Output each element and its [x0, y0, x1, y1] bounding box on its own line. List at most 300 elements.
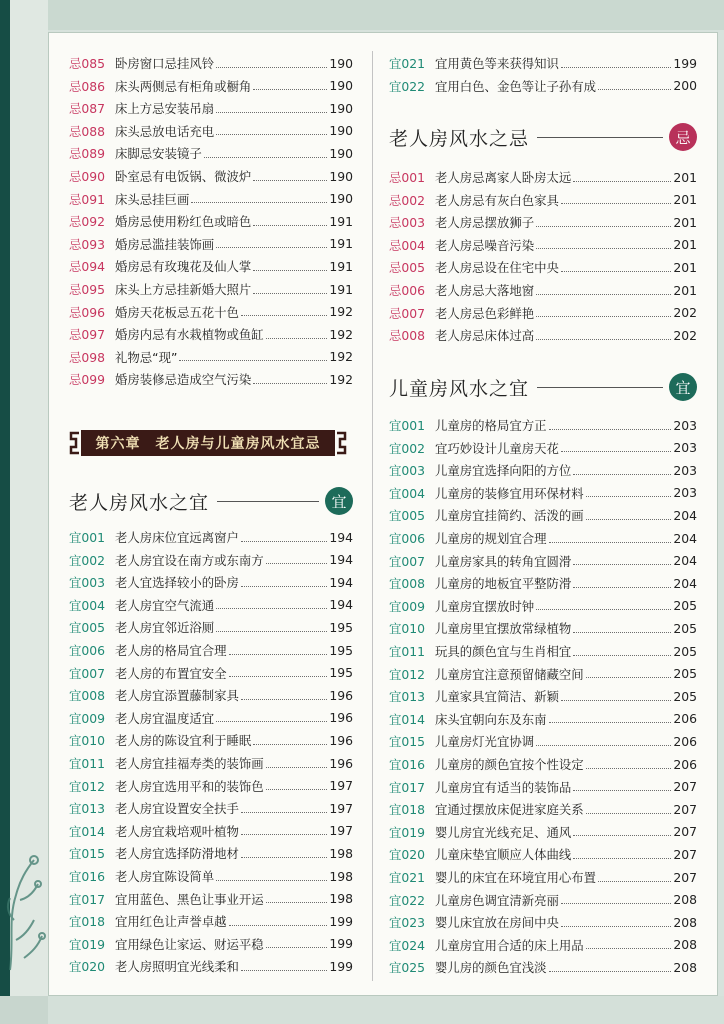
entry-code: 宜011	[69, 756, 106, 771]
entry-code: 忌004	[389, 237, 426, 253]
entry-code: 宜008	[69, 688, 106, 704]
entry-code: 宜012	[389, 666, 426, 682]
entry-code: 忌091	[69, 191, 106, 207]
entry-page-number: 205	[673, 598, 697, 614]
entry-title: 老人房宜选用平和的装饰色	[115, 778, 264, 794]
entry-page-number: 207	[673, 846, 697, 862]
toc-entry[interactable]	[389, 483, 697, 503]
dot-leader	[598, 881, 671, 882]
entry-page-number: 202	[673, 327, 697, 343]
entry-title: 儿童房宜挂简约、活泼的画	[435, 508, 584, 524]
entry-page-number: 190	[329, 123, 353, 139]
entry-page-number: 205	[673, 688, 697, 704]
toc-entry[interactable]	[389, 867, 697, 887]
toc-entry[interactable]	[389, 754, 697, 774]
entry-title: 玩具的颜色宜与生肖相宜	[435, 644, 572, 659]
entry-code: 忌090	[69, 169, 106, 184]
entry-title: 婴儿房宜光线充足、通风	[435, 824, 572, 840]
entry-title: 婚房忌使用粉红色或暗色	[115, 214, 252, 230]
toc-entry[interactable]	[389, 912, 697, 932]
toc-entry[interactable]	[69, 843, 353, 863]
entry-code: 忌002	[389, 192, 426, 208]
entry-page-number: 206	[673, 711, 697, 727]
entry-page-number: 207	[673, 824, 697, 840]
dot-leader	[573, 835, 671, 836]
entry-code: 宜001	[389, 418, 426, 433]
toc-entry[interactable]	[389, 438, 697, 458]
dot-leader	[216, 247, 327, 248]
toc-entry[interactable]	[389, 709, 697, 729]
entry-page-number: 201	[673, 259, 697, 275]
entry-code: 宜011	[389, 644, 426, 659]
dot-leader	[266, 767, 328, 768]
entry-page-number: 190	[329, 55, 353, 71]
toc-entry[interactable]	[389, 731, 697, 751]
entry-page-number: 197	[329, 800, 353, 816]
toc-entry[interactable]	[389, 551, 697, 571]
toc-entry[interactable]	[389, 235, 697, 255]
dot-leader	[216, 112, 327, 113]
toc-entry[interactable]	[389, 844, 697, 864]
entry-title: 老人房宜设在南方或东南方	[115, 552, 264, 568]
entry-page-number: 195	[329, 665, 353, 681]
toc-entry[interactable]	[389, 799, 697, 819]
entry-title: 儿童房的颜色宜按个性设定	[435, 757, 584, 772]
entry-page-number: 190	[329, 191, 353, 207]
toc-entry[interactable]	[389, 528, 697, 548]
dot-leader	[253, 293, 327, 294]
entry-title: 老人房宜添置藤制家具	[115, 688, 239, 704]
dot-leader	[266, 338, 328, 339]
toc-entry[interactable]	[389, 596, 697, 616]
section-rule	[537, 137, 663, 138]
dot-leader	[253, 744, 327, 745]
dot-leader	[266, 902, 328, 903]
dot-leader	[241, 970, 327, 971]
dot-leader	[586, 813, 672, 814]
toc-entry[interactable]	[69, 730, 353, 750]
toc-entry[interactable]	[69, 302, 353, 322]
entry-title: 儿童房宜摆放时钟	[435, 598, 535, 614]
entry-code: 忌087	[69, 101, 106, 117]
entry-title: 卧房窗口忌挂风铃	[115, 56, 215, 71]
toc-entry[interactable]	[389, 53, 697, 73]
entry-title: 婚房装修忌造成空气污染	[115, 372, 252, 388]
dot-leader	[561, 903, 671, 904]
section-badge: 宜	[669, 373, 697, 401]
section-badge: 宜	[325, 487, 353, 515]
toc-entry[interactable]	[69, 934, 353, 954]
section-rule	[217, 501, 319, 502]
entry-page-number: 208	[673, 937, 697, 953]
entry-page-number: 194	[329, 552, 353, 568]
entry-title: 婚房忌滥挂装饰画	[115, 236, 215, 252]
entry-title: 宜通过摆放床促进家庭关系	[435, 802, 584, 818]
dot-leader	[573, 181, 671, 182]
entry-title: 老人房宜选择防滑地材	[115, 846, 239, 862]
entry-title: 儿童房宜注意预留储藏空间	[435, 666, 584, 682]
toc-entry[interactable]	[69, 821, 353, 841]
entry-code: 宜006	[389, 531, 426, 546]
dot-leader	[229, 654, 328, 655]
section-rule	[537, 387, 663, 388]
dot-leader	[216, 631, 327, 632]
toc-entry[interactable]	[389, 890, 697, 910]
toc-entry[interactable]	[69, 76, 353, 96]
dot-leader	[216, 608, 327, 609]
dot-leader	[598, 89, 671, 90]
section-title: 老人房风水之忌	[389, 127, 530, 150]
toc-entry[interactable]	[389, 573, 697, 593]
entry-page-number: 196	[329, 710, 353, 726]
entry-page-number: 196	[329, 687, 353, 703]
toc-entry[interactable]	[69, 685, 353, 705]
entry-code: 宜017	[69, 891, 106, 907]
toc-entry[interactable]	[69, 121, 353, 141]
section-title: 老人房风水之宜	[69, 491, 210, 514]
entry-page-number: 204	[673, 507, 697, 523]
entry-title: 老人房的陈设宜利于睡眠	[115, 733, 252, 749]
entry-code: 忌001	[389, 170, 426, 185]
entry-code: 宜014	[389, 711, 426, 727]
dot-leader	[573, 632, 671, 633]
entry-code: 宜007	[69, 665, 106, 681]
toc-entry[interactable]	[389, 303, 697, 323]
dot-leader	[549, 971, 672, 972]
entry-code: 宜013	[389, 689, 426, 705]
entry-code: 忌095	[69, 282, 106, 297]
entry-code: 宜016	[389, 757, 426, 772]
dot-leader	[549, 429, 672, 430]
entry-title: 儿童房色调宜清新亮丽	[435, 892, 559, 908]
banner-ornament-left-icon	[67, 431, 81, 455]
entry-code: 忌005	[389, 260, 426, 276]
top-edge	[48, 0, 724, 30]
toc-entry[interactable]	[69, 211, 353, 231]
entry-page-number: 194	[329, 574, 353, 590]
entry-title: 宜用黄色等来获得知识	[435, 56, 559, 71]
toc-entry[interactable]	[69, 98, 353, 118]
toc-entry[interactable]	[69, 595, 353, 615]
entry-code: 宜019	[389, 824, 426, 840]
toc-entry[interactable]	[69, 324, 353, 344]
bottom-band-inner	[48, 996, 724, 1024]
entry-page-number: 199	[329, 936, 353, 952]
entry-title: 宜用绿色让家运、财运平稳	[115, 936, 264, 952]
entry-code: 宜001	[69, 530, 106, 545]
entry-page-number: 204	[673, 575, 697, 591]
entry-code: 宜008	[389, 576, 426, 592]
entry-title: 宜用白色、金色等让子孙有成	[435, 78, 597, 94]
entry-title: 老人房的布置宜安全	[115, 665, 227, 681]
entry-code: 宜003	[69, 575, 106, 591]
entry-code: 宜012	[69, 778, 106, 794]
toc-entry[interactable]	[69, 889, 353, 909]
entry-page-number: 198	[329, 845, 353, 861]
entry-code: 宜022	[389, 892, 426, 908]
entry-title: 床头上方忌挂新婚大照片	[115, 282, 252, 297]
toc-entry[interactable]	[69, 956, 353, 976]
toc-entry[interactable]	[69, 708, 353, 728]
entry-code: 忌098	[69, 349, 106, 365]
entry-code: 宜023	[389, 915, 426, 931]
entry-code: 忌099	[69, 372, 106, 388]
entry-title: 老人房宜陈设简单	[115, 869, 215, 884]
entry-title: 床脚忌安装镜子	[115, 146, 202, 162]
dot-leader	[536, 248, 671, 249]
entry-title: 儿童家具宜简洁、新颖	[435, 689, 559, 705]
entry-title: 老人房忌设在住宅中央	[435, 260, 559, 276]
entry-code: 宜013	[69, 801, 106, 817]
entry-code: 宜010	[389, 621, 426, 637]
entry-code: 忌007	[389, 305, 426, 321]
toc-entry[interactable]	[389, 957, 697, 977]
dot-leader	[179, 360, 327, 361]
dot-leader	[253, 225, 327, 226]
entry-title: 婴儿房的颜色宜浅淡	[435, 960, 547, 976]
dot-leader	[253, 270, 327, 271]
toc-entry[interactable]	[389, 777, 697, 797]
entry-page-number: 205	[673, 643, 697, 659]
toc-entry[interactable]	[69, 640, 353, 660]
entry-code: 宜022	[389, 78, 426, 94]
entry-code: 忌086	[69, 78, 106, 94]
toc-entry[interactable]	[389, 618, 697, 638]
entry-code: 宜009	[389, 598, 426, 614]
entry-page-number: 207	[673, 869, 697, 885]
entry-title: 婴儿的床宜在环境宜用心布置	[435, 870, 597, 885]
entry-page-number: 198	[329, 891, 353, 907]
entry-code: 忌008	[389, 328, 426, 344]
entry-code: 宜010	[69, 733, 106, 749]
dot-leader	[586, 948, 672, 949]
entry-page-number: 194	[329, 597, 353, 613]
entry-page-number: 195	[329, 642, 353, 658]
toc-entry[interactable]	[69, 279, 353, 299]
dot-leader	[573, 474, 671, 475]
toc-entry[interactable]	[389, 641, 697, 661]
dot-leader	[586, 768, 672, 769]
toc-entry[interactable]	[389, 686, 697, 706]
toc-entry[interactable]	[389, 325, 697, 345]
dot-leader	[241, 541, 327, 542]
toc-entry[interactable]	[69, 617, 353, 637]
dot-leader	[573, 790, 671, 791]
entry-title: 婴儿床宜放在房间中央	[435, 915, 559, 931]
dot-leader	[561, 271, 671, 272]
entry-code: 忌085	[69, 56, 106, 71]
entry-title: 床上方忌安装吊扇	[115, 101, 215, 117]
entry-code: 宜005	[389, 508, 426, 524]
toc-entry[interactable]	[69, 776, 353, 796]
dot-leader	[266, 947, 328, 948]
dot-leader	[536, 745, 671, 746]
dot-leader	[229, 676, 328, 677]
toc-entry[interactable]	[69, 347, 353, 367]
plant-ornament-icon	[4, 840, 46, 980]
entry-title: 床头忌挂巨画	[115, 191, 190, 207]
entry-page-number: 201	[673, 169, 697, 185]
toc-entry[interactable]	[389, 257, 697, 277]
entry-page-number: 203	[673, 485, 697, 501]
dot-leader	[216, 67, 327, 68]
entry-code: 宜006	[69, 643, 106, 658]
entry-code: 宜019	[69, 936, 106, 952]
toc-entry[interactable]	[389, 212, 697, 232]
dot-leader	[241, 812, 327, 813]
entry-title: 老人房宜空气流通	[115, 597, 215, 613]
dot-leader	[561, 926, 671, 927]
toc-entry[interactable]	[69, 256, 353, 276]
entry-page-number: 201	[673, 237, 697, 253]
dot-leader	[253, 89, 327, 90]
entry-code: 宜014	[69, 823, 106, 839]
dot-leader	[573, 564, 671, 565]
dot-leader	[253, 383, 327, 384]
entry-title: 礼物忌“现”	[115, 349, 178, 365]
entry-title: 宜用蓝色、黑色让事业开运	[115, 891, 264, 907]
entry-code: 宜018	[69, 914, 106, 930]
entry-title: 老人房宜温度适宜	[115, 710, 215, 726]
toc-entry[interactable]	[69, 911, 353, 931]
dot-leader	[266, 563, 328, 564]
toc-page	[48, 32, 718, 996]
entry-page-number: 203	[673, 417, 697, 433]
entry-page-number: 201	[673, 192, 697, 208]
chapter-title: 第六章 老人房与儿童房风水宜忌	[81, 430, 335, 456]
toc-entry[interactable]	[389, 76, 697, 96]
dot-leader	[241, 857, 327, 858]
toc-entry[interactable]	[69, 798, 353, 818]
dot-leader	[266, 789, 328, 790]
entry-title: 婚房忌有玫瑰花及仙人掌	[115, 259, 252, 275]
dot-leader	[536, 226, 671, 227]
dot-leader	[586, 496, 672, 497]
toc-entry[interactable]	[69, 189, 353, 209]
entry-title: 老人房忌摆放狮子	[435, 215, 535, 231]
toc-entry[interactable]	[69, 550, 353, 570]
dot-leader	[241, 586, 327, 587]
entry-title: 儿童房的规划宜合理	[435, 531, 547, 546]
entry-page-number: 199	[673, 55, 697, 71]
entry-code: 宜004	[389, 485, 426, 501]
entry-title: 卧室忌有电饭锅、微波炉	[115, 169, 252, 184]
entry-page-number: 207	[673, 801, 697, 817]
dot-leader	[241, 699, 327, 700]
banner-ornament-right-icon	[335, 431, 349, 455]
toc-entry[interactable]	[69, 527, 353, 547]
toc-entry[interactable]	[389, 664, 697, 684]
entry-page-number: 206	[673, 756, 697, 772]
dot-leader	[204, 157, 328, 158]
entry-title: 宜巧妙设计儿童房天花	[435, 440, 559, 456]
dot-leader	[561, 67, 671, 68]
entry-page-number: 199	[329, 958, 353, 974]
entry-title: 老人房忌大落地窗	[435, 283, 535, 298]
dot-leader	[586, 677, 672, 678]
entry-title: 宜用红色让声誉卓越	[115, 914, 227, 930]
entry-title: 婚房天花板忌五花十色	[115, 304, 239, 320]
entry-code: 宜015	[389, 734, 426, 750]
dot-leader	[561, 700, 671, 701]
toc-entry[interactable]	[69, 753, 353, 773]
toc-entry[interactable]	[389, 167, 697, 187]
entry-title: 床头两侧忌有柜角或橱角	[115, 78, 252, 94]
entry-title: 床头宜朝向东及东南	[435, 711, 547, 727]
toc-entry[interactable]	[389, 415, 697, 435]
entry-page-number: 199	[329, 913, 353, 929]
dot-leader	[586, 519, 672, 520]
toc-entry[interactable]	[389, 935, 697, 955]
toc-entry[interactable]	[69, 572, 353, 592]
toc-entry[interactable]	[69, 166, 353, 186]
dot-leader	[561, 203, 671, 204]
toc-entry[interactable]	[389, 190, 697, 210]
dot-leader	[561, 451, 671, 452]
toc-entry[interactable]	[69, 663, 353, 683]
dot-leader	[191, 202, 327, 203]
entry-title: 老人房宜设置安全扶手	[115, 801, 239, 817]
toc-entry[interactable]	[389, 460, 697, 480]
entry-code: 宜021	[389, 56, 426, 71]
toc-entry[interactable]	[389, 280, 697, 300]
toc-entry[interactable]	[69, 143, 353, 163]
toc-entry[interactable]	[69, 369, 353, 389]
toc-entry[interactable]	[69, 866, 353, 886]
entry-page-number: 203	[673, 440, 697, 456]
dot-leader	[536, 609, 671, 610]
entry-page-number: 201	[673, 214, 697, 230]
dot-leader	[549, 542, 672, 543]
entry-code: 宜003	[389, 463, 426, 479]
entry-code: 宜017	[389, 779, 426, 795]
dot-leader	[573, 587, 671, 588]
entry-code: 宜002	[389, 440, 426, 456]
entry-title: 儿童房的装修宜用环保材料	[435, 485, 584, 501]
entry-code: 宜007	[389, 553, 426, 569]
dot-leader	[536, 294, 671, 295]
entry-page-number: 195	[329, 619, 353, 635]
entry-page-number: 191	[329, 258, 353, 274]
toc-entry[interactable]	[389, 822, 697, 842]
entry-page-number: 208	[673, 892, 697, 908]
section-title: 儿童房风水之宜	[389, 377, 530, 400]
entry-title: 床头忌放电话充电	[115, 123, 215, 139]
dot-leader	[573, 655, 671, 656]
dot-leader	[216, 721, 327, 722]
entry-title: 老人房忌离家人卧房太远	[435, 170, 572, 185]
entry-code: 宜005	[69, 620, 106, 636]
toc-entry[interactable]	[69, 53, 353, 73]
dot-leader	[241, 315, 327, 316]
entry-title: 老人房忌色彩鲜艳	[435, 305, 535, 321]
section-heading-elder-ji	[389, 121, 697, 153]
entry-page-number: 208	[673, 959, 697, 975]
entry-page-number: 190	[329, 100, 353, 116]
toc-entry[interactable]	[389, 505, 697, 525]
entry-page-number: 190	[329, 145, 353, 161]
dot-leader	[216, 880, 327, 881]
toc-entry[interactable]	[69, 234, 353, 254]
entry-title: 婚房内忌有水栽植物或鱼缸	[115, 327, 264, 343]
entry-code: 宜020	[389, 847, 426, 863]
entry-page-number: 190	[329, 78, 353, 94]
entry-page-number: 196	[329, 755, 353, 771]
entry-page-number: 206	[673, 733, 697, 749]
entry-page-number: 191	[329, 281, 353, 297]
entry-code: 宜020	[69, 959, 106, 975]
entry-code: 忌097	[69, 327, 106, 343]
